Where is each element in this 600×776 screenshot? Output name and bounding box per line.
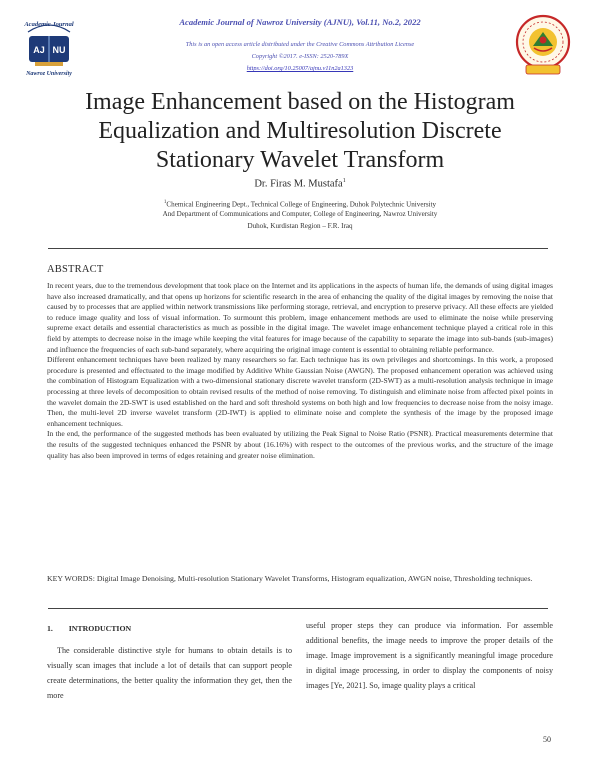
affiliation-line-3: Duhok, Kurdistan Region – F.R. Iraq (247, 222, 353, 230)
abstract-body (47, 281, 553, 461)
affiliation-line-1: Chemical Engineering Dept., Technical College of Engineering, Duhok Polytechnic University (166, 200, 437, 209)
license-line: This is an open access article distributed under the Creative Commons Attribution License (185, 41, 415, 48)
abstract-paragraph: In recent years, due to the tremendous development that took place on the Internet and its applications in the aspects of human life, the demands of using digital images have also increased dramatically, and that opens up horizons for scientific research in the area of enhancing the quality of the digital images by removing the noise that caused by to processes that are applied within network transmissions like performing storage, retrieval, and encryption to preserve privacy. All these effects are yielded to reduce image quality and loss of visual information. To surmount this problem, image enhancement methods are used to eliminate the noise while preserving supreme exact details and essential characteristics as much as possible in the digital image. The wavelet image enhancement technique played a critical role in this field by attempts to decrease noise in the image while keeping the vital features for image because of the capability to separate the image into sub-bands (sub-images) and influence the frequencies of each sub-band separately, where acquiring the original image content is essential to obtaining reliable performance. (47, 281, 553, 354)
author-sup: 1 (342, 178, 346, 184)
intro-right-column (306, 619, 553, 694)
paper-title-line: Stationary Wavelet Transform (155, 147, 445, 173)
logo-top-text: Academic Journal (24, 21, 74, 28)
author-name-text: Dr. Firas M. Mustafa (254, 178, 343, 190)
copyright-line: Copyright ©2017. e-ISSN: 2520-789X (251, 53, 349, 60)
divider (48, 608, 548, 609)
intro-title: INTRODUCTION (68, 624, 132, 633)
journal-logo (22, 14, 76, 78)
paper-title (50, 88, 550, 175)
intro-left-text: The considerable distinctive style for humans to obtain details is to visually scan images that include a lot of details that can support people create determinations, the better quality the information they get, then the more (47, 646, 292, 700)
logo-letters-left: AJ (33, 45, 45, 55)
doi-link-wrapper (90, 65, 510, 72)
paper-title-line: Equalization and Multiresolution Discrete (98, 118, 502, 144)
intro-left-column (47, 644, 292, 704)
affiliation-line-2: And Department of Communications and Computer, College of Engineering, Nawroz University (162, 210, 438, 218)
divider (48, 248, 548, 249)
intro-right-text: useful proper steps they can produce via information. For assemble additional benefits, the image needs to improve the proper details of the image. Image improvement is a significantly meaningful image procedure in digital image processing, in order to display the components of noisy images [Ye, 2021]. So, image quality plays a critical (306, 621, 553, 690)
intro-heading (47, 624, 131, 633)
abstract-paragraph: In the end, the performance of the suggested methods has been evaluated by utilizing the Peak Signal to Noise Ratio (PSNR). Practical measurements determine that the results of the suggested techniques enhanced the PSNR by about (16.16%) with respect to the outcomes of the previous works, and the structure of the image quality has also been improved in terms of edges retaining and greater noise elimination. (47, 429, 553, 460)
page-number: 50 (543, 735, 551, 744)
journal-title: Academic Journal of Nawroz University (AJNU), Vol.11, No.2, 2022 (179, 17, 421, 27)
affiliation-sup: 1 (163, 200, 167, 205)
intro-number: 1. (47, 624, 53, 633)
nawroz-university-seal-icon (514, 14, 572, 76)
abstract-paragraph: Different enhancement techniques have been realized by many researchers so far. Each technique has its own privileges and shortcomings. In this work, a proposed procedure is presented and effectuated to the image modified by Additive White Gaussian Noise (AWGN). The proposed enhancement operation was achieved using the combination of Histogram Equalization with a two-dimensional stationary discrete wavelet transform (2D-SWT) as a multi-resolution analysis technique in image processing at three levels of decomposition to obtain revised results of the method of noise removing. To distinguish and eliminate noise from affected pixel points in the wavelet domain the 2D-SWT is used established on the hard and soft threshold systems on both high and low frequencies to decrease noise from the noisy image. Then, the multi-level 2D inverse wavelet transform (2D-IWT) is applied to eliminate noise and complete the synthesis of the image by the proposed image enhancement techniques. (47, 355, 553, 428)
abstract-heading: ABSTRACT (47, 264, 104, 275)
logo-letters-right: NU (52, 45, 66, 55)
keywords: KEY WORDS: Digital Image Denoising, Multi-resolution Stationary Wavelet Transforms, Histogram equalization, AWGN noise, Thresholding techniques. (47, 574, 533, 583)
paper-title-line: Image Enhancement based on the Histogram (85, 89, 515, 115)
logo-bottom-text: Nawroz University (26, 71, 72, 77)
doi-link[interactable]: https://doi.org/10.25007/ajnu.v11n2a1323 (246, 65, 354, 72)
author-name (0, 178, 600, 190)
